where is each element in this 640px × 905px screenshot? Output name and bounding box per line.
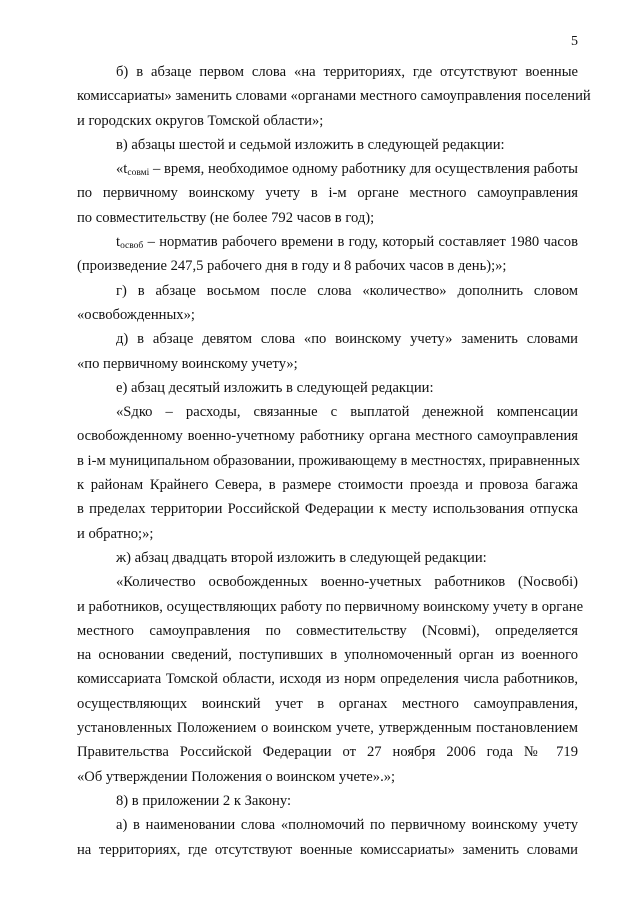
paragraph-b xyxy=(77,60,591,133)
paragraph-t-osvob xyxy=(77,230,578,279)
text-line: д) в абзаце девятом слова «по воинскому учету» заменить словами xyxy=(116,331,578,348)
formula-var: t xyxy=(123,161,128,178)
text-line: и городских округов Томской области»; xyxy=(77,112,324,129)
text-line: г) в абзаце восьмом после слова «количество» дополнить словом xyxy=(116,282,578,299)
text-line: на территориях, где отсутствуют военные комиссариаты» заменить словами xyxy=(77,841,578,858)
text-line: «освобожденных»; xyxy=(77,306,195,323)
text-line: по совместительству (не более 792 часов в год); xyxy=(77,209,375,226)
text-line: на основании сведений, поступивших в уполномоченный орган из военного xyxy=(77,647,578,664)
formula-subscript: освоб xyxy=(120,241,144,252)
text-line: комиссариаты» заменить словами «органами местного самоуправления поселений xyxy=(77,88,591,105)
paragraph-8 xyxy=(77,789,578,813)
paragraph-sdko xyxy=(77,400,578,546)
text-line: местного самоуправления по совместительству (Nсовмi), определяется xyxy=(77,622,578,639)
paragraph-d xyxy=(77,327,578,376)
formula-var: t xyxy=(116,234,121,251)
text-line: а) в наименовании слова «полномочий по первичному воинскому учету xyxy=(116,817,578,834)
text-line: к районам Крайнего Севера, в размере стоимости проезда и провоза багажа xyxy=(77,477,578,494)
text-line xyxy=(77,157,578,181)
text-line: «Об утверждении Положения о воинском учете».»; xyxy=(77,768,396,785)
open-quote: « xyxy=(116,161,124,178)
text-line: ж) абзац двадцать второй изложить в следующей редакции: xyxy=(116,549,487,566)
text-line: в пределах территории Российской Федерации к месту использования отпуска xyxy=(77,501,578,518)
paragraph-t-sovm xyxy=(77,157,578,230)
text-line: и работников, осуществляющих работу по первичному воинскому учету в органе xyxy=(77,598,584,615)
formula-subscript: совмi xyxy=(127,168,150,179)
body-text xyxy=(77,60,591,862)
line-text: – время, необходимое одному работнику для осуществления работы xyxy=(153,161,578,178)
text-line: осуществляющих воинский учет в органах местного самоуправления, xyxy=(77,695,578,712)
text-line: «Sдко – расходы, связанные с выплатой денежной компенсации xyxy=(116,404,578,421)
text-line: е) абзац десятый изложить в следующей редакции: xyxy=(116,379,434,396)
text-line: и обратно;»; xyxy=(77,525,154,542)
paragraph-g xyxy=(77,279,578,328)
paragraph-zh xyxy=(77,546,578,570)
text-line: по первичному воинскому учету в i-м органе местного самоуправления xyxy=(77,185,578,202)
line-text: – норматив рабочего времени в году, который составляет 1980 часов xyxy=(147,234,578,251)
text-line: в) абзацы шестой и седьмой изложить в следующей редакции: xyxy=(116,136,505,153)
text-line: установленных Положением о воинском учете, утвержденным постановлением xyxy=(77,720,578,737)
text-line: «Количество освобожденных военно-учетных работников (Nосвобi) xyxy=(116,574,578,591)
text-line xyxy=(77,230,578,254)
paragraph-a xyxy=(77,813,578,862)
text-line: Правительства Российской Федерации от 27 ноября 2006 года № 719 xyxy=(77,744,578,761)
text-line: 8) в приложении 2 к Закону: xyxy=(116,792,292,809)
text-line: комиссариата Томской области, исходя из норм определения числа работников, xyxy=(77,671,578,688)
text-line: б) в абзаце первом слова «на территориях, где отсутствуют военные xyxy=(116,64,578,80)
text-line: «по первичному воинскому учету»; xyxy=(77,355,298,372)
paragraph-e xyxy=(77,376,578,400)
paragraph-v xyxy=(77,133,578,157)
page-number: 5 xyxy=(571,34,578,49)
paragraph-kolichestvo xyxy=(77,570,584,789)
text-line: освобожденному военно-учетному работнику органа местного самоуправления xyxy=(77,428,578,445)
text-line: (произведение 247,5 рабочего дня в году и 8 рабочих часов в день);»; xyxy=(77,258,507,275)
text-line: в i-м муниципальном образовании, проживающему в местностях, приравненных xyxy=(77,452,580,469)
